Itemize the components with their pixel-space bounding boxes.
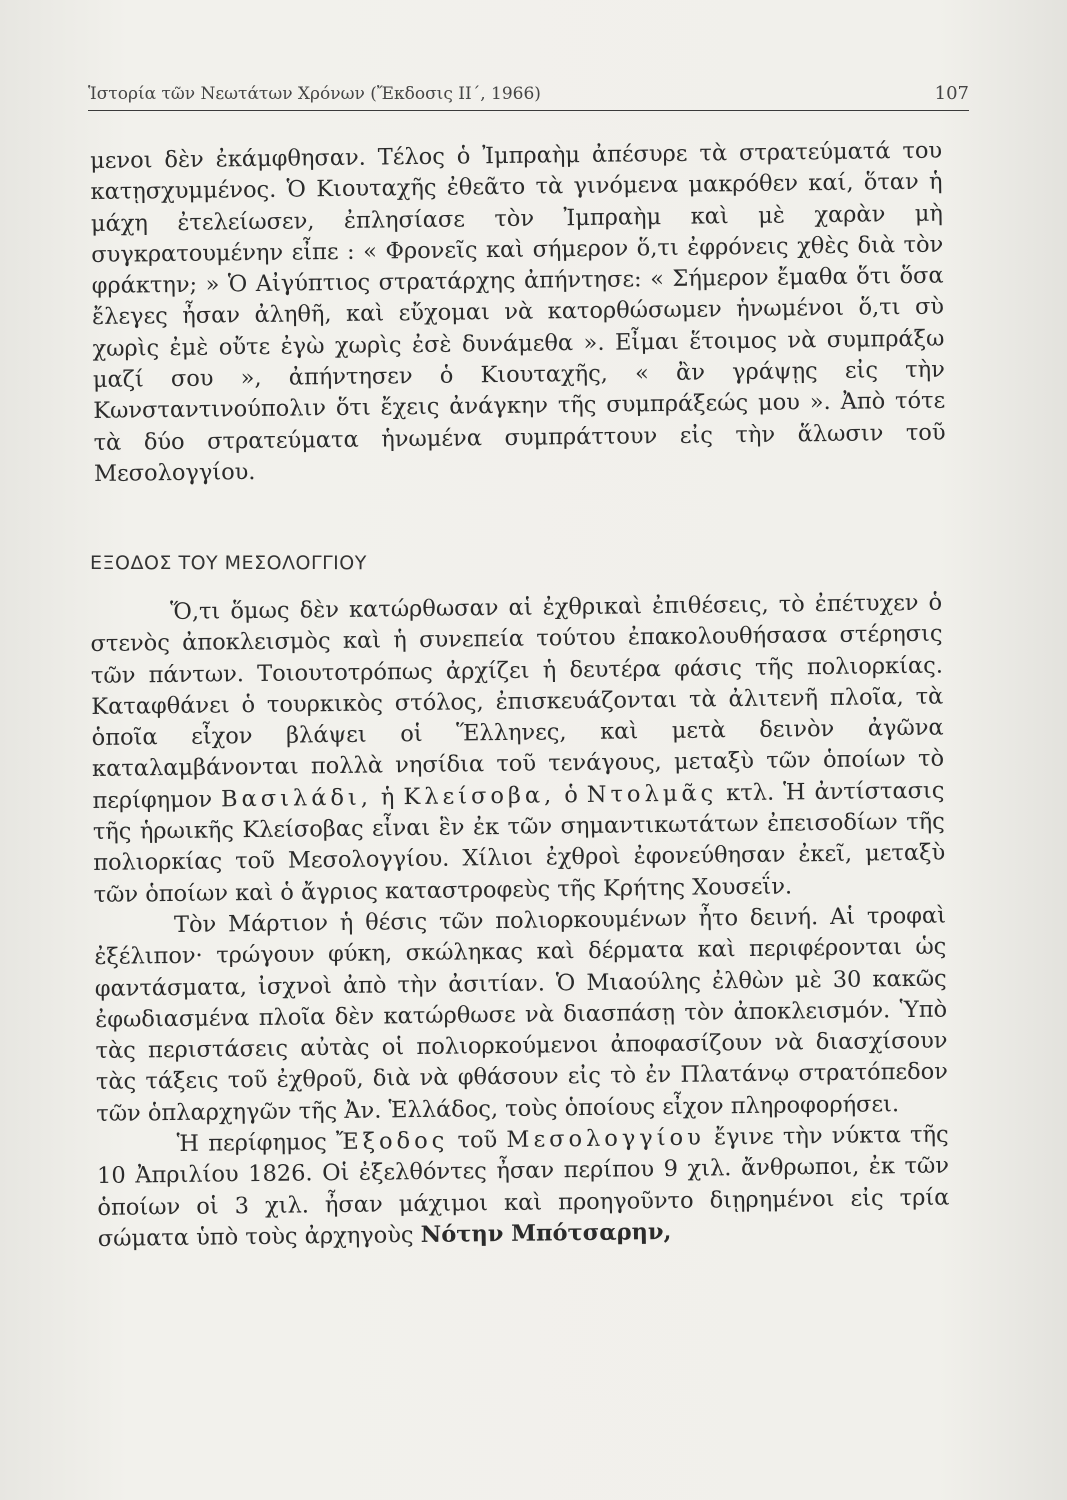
paragraph-exodus-text-b: τοῦ [457, 1127, 498, 1154]
paragraph-exodus-text-c: ἔγινε τὴν νύκτα τῆς 10 Ἀπριλίου 1826. Οἱ ἐξελθόντες ἦσαν περίπου 9 χιλ. ἄνθρωποι, ἐκ τῶν ὁποίων οἱ 3 χιλ. ἦσαν μάχιμοι καὶ προηγοῦντο διῃρημένοι εἰς τρία σώματα ὑπὸ τοὺς ἀρχηγοὺς [96, 1121, 950, 1252]
separator-1: ἡ [380, 784, 395, 811]
term-mesolongi: Μεσολογγίου [506, 1124, 705, 1153]
place-name-ntolmas: Ντολμᾶς [586, 780, 718, 808]
paragraph-blockade [90, 588, 946, 911]
paragraph-exodus [97, 1120, 950, 1256]
separator-2: ὁ [564, 781, 578, 809]
book-title: Ἱστορία τῶν Νεωτάτων Χρόνων (Ἔκδοσις ΙΙ΄, 1966) [88, 84, 541, 104]
section-heading: ΕΞΟΔΟΣ ΤΟΥ ΜΕΣΟΛΟΓΓΙΟΥ [90, 552, 367, 574]
term-exodos: Ἔξοδος [335, 1127, 449, 1156]
paragraph-blockade-text-a: Ὅ,τι ὅμως δὲν κατώρθωσαν αἱ ἐχθρικαὶ ἐπιθέσεις, τὸ ἐπέτυχεν ὁ στενὸς ἀποκλεισμὸς καὶ ἡ συνεπεία τούτου ἐπακολουθήσασα στέρησις τῶν πάντων. Τοιουτοτρόπως ἀρχίζει ἡ δευτέρα φάσις τῆς πολιορκίας. Καταφθάνει ὁ τουρκικὸς στόλος, ἐπισκευάζονται τὰ ἀλιτενῆ πλοῖα, τὰ ὁποῖα εἶχον βλάψει οἱ Ἕλληνες, καὶ μετὰ δεινὸν ἀγῶνα καταλαμβάνονται πολλὰ νησίδια τοῦ τενάγους, μεταξὺ τῶν ὁποίων τὸ περίφημον [90, 589, 945, 814]
continuation-block [90, 136, 946, 491]
page-number: 107 [934, 83, 969, 104]
place-name-vasiladi: Βασιλάδι, [220, 784, 373, 813]
leader-name: Νότην Μπότσαρην, [420, 1218, 672, 1248]
paragraph-famine: Τὸν Μάρτιον ἡ θέσις τῶν πολιορκουμένων ἦτο δεινή. Αἱ τροφαὶ ἐξέλιπον· τρώγουν φύκη, σκώληκας καὶ δέρματα καὶ περιφέρονται ὡς φαντάσματα, ἰσχνοὶ ἀπὸ τὴν ἀσιτίαν. Ὁ Μιαούλης ἐλθὼν μὲ 30 κακῶς ἐφωδιασμένα πλοῖα δὲν κατώρθωσε νὰ διασπάσῃ τὸν ἀποκλεισμόν. Ὑπὸ τὰς περιστάσεις αὐτὰς οἱ πολιορκούμενοι ἀποφασίζουν νὰ διασχίσουν τὰς τάξεις τοῦ ἐχθροῦ, διὰ νὰ φθάσουν εἰς τὸ ἐν Πλατάνῳ στρατόπεδον τῶν ὁπλαρχηγῶν τῆς Ἀν. Ἑλλάδος, τοὺς ὁποίους εἶχον πληροφορήσει. [94, 902, 949, 1127]
paragraph-exodus-text-a: Ἡ περίφημος [176, 1129, 327, 1158]
place-name-kleisova: Κλείσοβα, [403, 782, 556, 810]
continuation-paragraph: μενοι δὲν ἐκάμφθησαν. Τέλος ὁ Ἰμπραὴμ ἀπέσυρε τὰ στρατεύματά του κατῃσχυμμένος. Ὁ Κιουταχῆς ἐθεᾶτο τὰ γινόμενα μακρόθεν καί, ὅταν ἡ μάχη ἐτελείωσεν, ἐπλησίασε τὸν Ἰμπραὴμ καὶ μὲ χαρὰν μὴ συγκρατουμένην εἶπε : « Φρονεῖς καὶ σήμερον ὅ,τι ἐφρόνεις χθὲς διὰ τὸν φράκτην; » Ὁ Αἰγύπτιος στρατάρχης ἀπήντησε: « Σήμερον ἔμαθα ὅτι ὅσα ἔλεγες ἦσαν ἀληθῆ, καὶ εὔχομαι νὰ κατορθώσωμεν ἡνωμένοι ὅ,τι σὺ χωρὶς ἐμὲ οὔτε ἐγὼ χωρὶς ἐσὲ δυνάμεθα ». Εἶμαι ἕτοιμος νὰ συμπράξω μαζί σου », ἀπήντησεν ὁ Κιουταχῆς, « ἂν γράψῃς εἰς τὴν Κωνσταντινούπολιν ὅτι ἔχεις ἀνάγκην τῆς συμπράξεώς μου ». Ἀπὸ τότε τὰ δύο στρατεύματα ἡνωμένα συμπράττουν εἰς τὴν ἅλωσιν τοῦ Μεσολογγίου. [90, 137, 946, 487]
running-header [88, 78, 969, 111]
paragraph-blockade-text-b: κτλ. Ἡ ἀντίστασις τῆς ἡρωικῆς Κλείσοβας εἶναι ἓν ἐκ τῶν σημαντικωτάτων ἐπεισοδίων τῆς πολιορκίας τοῦ Μεσολογγίου. Χίλιοι ἐχθροὶ ἐφονεύθησαν ἐκεῖ, μεταξὺ τῶν ὁποίων καὶ ὁ ἄγριος καταστροφεὺς τῆς Κρήτης Χουσεΐν. [92, 777, 946, 908]
section-body [90, 588, 950, 1256]
